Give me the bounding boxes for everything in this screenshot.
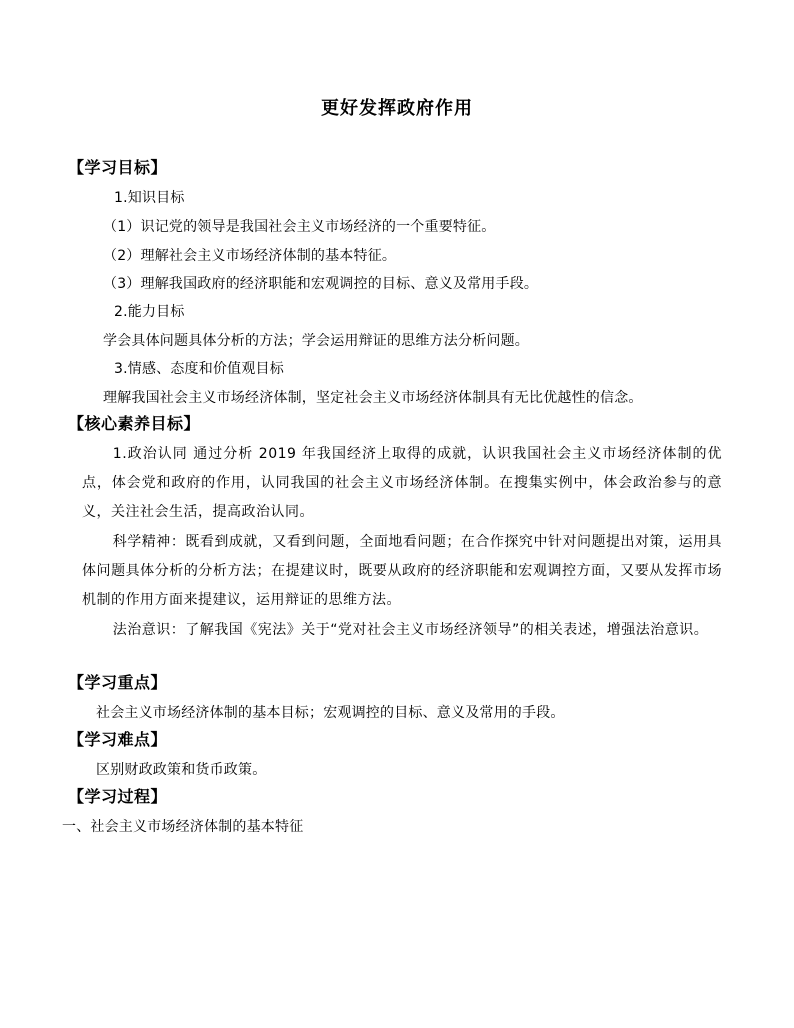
- learning-goals-heading: 【学习目标】: [68, 158, 168, 177]
- difficulties-text: 区别财政政策和货币政策。: [96, 762, 267, 778]
- values-goal-title: 3.情感、态度和价值观目标: [114, 361, 284, 377]
- difficulties-heading: 【学习难点】: [68, 730, 168, 749]
- core-literacy-paragraph-3: 法治意识：了解我国《宪法》关于“党对社会主义市场经济领导”的相关表述，增强法治意识。: [112, 622, 709, 638]
- knowledge-item-3: （3）理解我国政府的经济职能和宏观调控的目标、意义及常用手段。: [103, 276, 539, 292]
- key-points-heading: 【学习重点】: [68, 673, 168, 692]
- knowledge-goal-title: 1.知识目标: [114, 190, 185, 206]
- core-literacy-heading: 【核心素养目标】: [68, 414, 201, 433]
- ability-goal-title: 2.能力目标: [114, 304, 185, 320]
- key-points-text: 社会主义市场经济体制的基本目标；宏观调控的目标、意义及常用的手段。: [96, 705, 565, 721]
- process-section-1: 一、社会主义市场经济体制的基本特征: [62, 819, 304, 835]
- process-heading: 【学习过程】: [68, 787, 168, 806]
- knowledge-item-1: （1）识记党的领导是我国社会主义市场经济的一个重要特征。: [103, 219, 496, 235]
- document-title: 更好发挥政府作用: [321, 98, 473, 119]
- core-literacy-paragraph-1: 1.政治认同 通过分析 2019 年我国经济上取得的成就，认识我国社会主义市场经济体制的优点，体会党和政府的作用，认同我国的社会主义市场经济体制。在搜集实例中，体会政治参与的意义，关注社会生活，提高政治认同。: [82, 446, 722, 520]
- core-literacy-paragraph-2: 科学精神：既看到成就，又看到问题，全面地看问题；在合作探究中针对问题提出对策，运用具体问题具体分析的分析方法；在提建议时，既要从政府的经济职能和宏观调控方面，又要从发挥市场机制的作用方面来提建议，运用辩证的思维方法。: [82, 534, 722, 608]
- ability-goal-text: 学会具体问题具体分析的方法；学会运用辩证的思维方法分析问题。: [103, 333, 529, 349]
- knowledge-item-2: （2）理解社会主义市场经济体制的基本特征。: [103, 248, 397, 264]
- values-goal-text: 理解我国社会主义市场经济体制，坚定社会主义市场经济体制具有无比优越性的信念。: [103, 390, 643, 406]
